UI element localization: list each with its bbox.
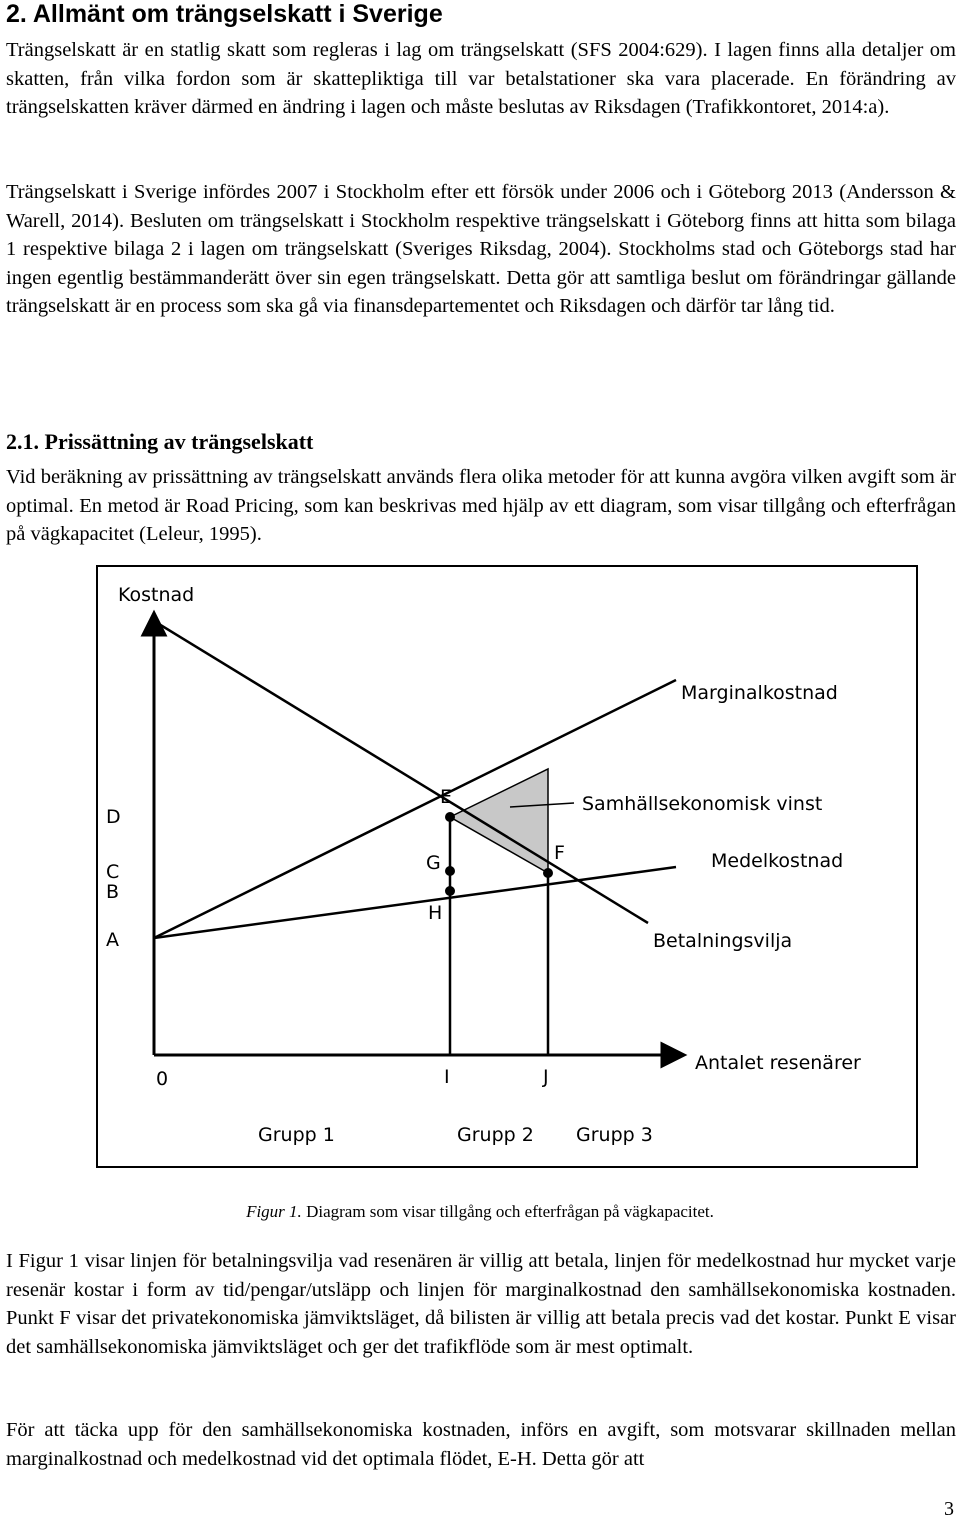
paragraph: För att täcka upp för den samhällsekonomiska kostnaden, införs en avgift, som motsvarar skillnaden mellan marginalkostnad och medelkostnad vid det optimala flödet, E-H. Detta gör att (6, 1419, 956, 1470)
willingness-line (154, 621, 648, 923)
marginal-cost-label: Marginalkostnad (681, 682, 838, 704)
average-cost-label: Medelkostnad (711, 850, 844, 872)
y-label-a: A (106, 929, 119, 951)
origin-label: 0 (156, 1068, 169, 1090)
gain-label: Samhällsekonomisk vinst (582, 793, 823, 815)
paragraph: Trängselskatt är en statlig skatt som regleras i lag om trängselskatt (SFS 2004:629). I lagen finns alla detaljer om skatten, från vilka fordon som är skattepliktiga till var betalstationer ska vara placerade. En förändring av trängselskatten kräver därmed en ändring i lagen och måste beslutas av Riksdagen (Trafikkontoret, 2014:a). (6, 39, 956, 119)
caption-text: Diagram som visar tillgång och efterfrågan på vägkapacitet. (306, 1202, 714, 1221)
label-f: F (554, 842, 565, 864)
caption-label: Figur 1. (246, 1202, 302, 1221)
willingness-label: Betalningsvilja (653, 930, 793, 952)
point-g (445, 866, 455, 876)
subsection-heading: 2.1. Prissättning av trängselskatt (6, 429, 314, 454)
page-number: 3 (944, 1498, 954, 1520)
section-heading: 2. Allmänt om trängselskatt i Sverige (6, 0, 443, 28)
paragraph: Vid beräkning av prissättning av trängselskatt används flera olika metoder för att kunna avgöra vilken avgift som är optimal. En metod är Road Pricing, som kan beskrivas med hjälp av ett diagram, som visar tillgång och efterfrågan på vägkapacitet (Leleur, 1995). (6, 466, 956, 546)
paragraph: I Figur 1 visar linjen för betalningsvilja vad resenären är villig att betala, linjen för medelkostnad hur mycket varje resenär kostar i form av tid/pengar/utsläpp och linjen för marginalkostnad den samhällsekonomiska kostnaden. Punkt F visar det privatekonomiska jämviktsläget, då bilisten är villig att betala precis vad det kostar. Punkt E visar det samhällsekonomiska jämviktsläget och ger det trafikflöde som är mest optimalt. (6, 1250, 956, 1358)
figure-caption (0, 1200, 960, 1224)
group-1-label: Grupp 1 (258, 1124, 335, 1146)
y-label-c: C (106, 861, 120, 883)
paragraph: Trängselskatt i Sverige infördes 2007 i Stockholm efter ett försök under 2006 och i Göteborg 2013 (Andersson & Warell, 2014). Besluten om trängselskatt i Stockholm respektive trängselskatt i Göteborg finns att hitta som bilaga 1 respektive bilaga 2 i lagen om trängselskatt (Sveriges Riksdag, 2004). Stockholms stad och Göteborgs stad har ingen egentlig bestämmanderätt över sin egen trängselskatt. Detta gör att samtliga beslut om förändringar gällande trängselskatt är en process som ska gå via finansdepartementet och Riksdagen och därför tar lång tid. (6, 181, 956, 318)
label-h: H (428, 902, 443, 924)
x-label-j: J (543, 1066, 549, 1088)
diagram-svg (98, 567, 916, 1166)
label-g: G (426, 852, 441, 874)
average-cost-line (154, 867, 676, 938)
label-e: E (440, 786, 453, 808)
road-pricing-diagram (96, 565, 918, 1168)
y-label-b: B (106, 881, 120, 903)
point-h (445, 886, 455, 896)
x-axis-label: Antalet resenärer (695, 1052, 861, 1074)
x-label-i: I (444, 1066, 450, 1088)
point-e (445, 812, 455, 822)
y-axis-label: Kostnad (118, 584, 195, 606)
point-f (543, 868, 553, 878)
y-label-d: D (106, 806, 121, 828)
group-3-label: Grupp 3 (576, 1124, 653, 1146)
group-2-label: Grupp 2 (457, 1124, 534, 1146)
